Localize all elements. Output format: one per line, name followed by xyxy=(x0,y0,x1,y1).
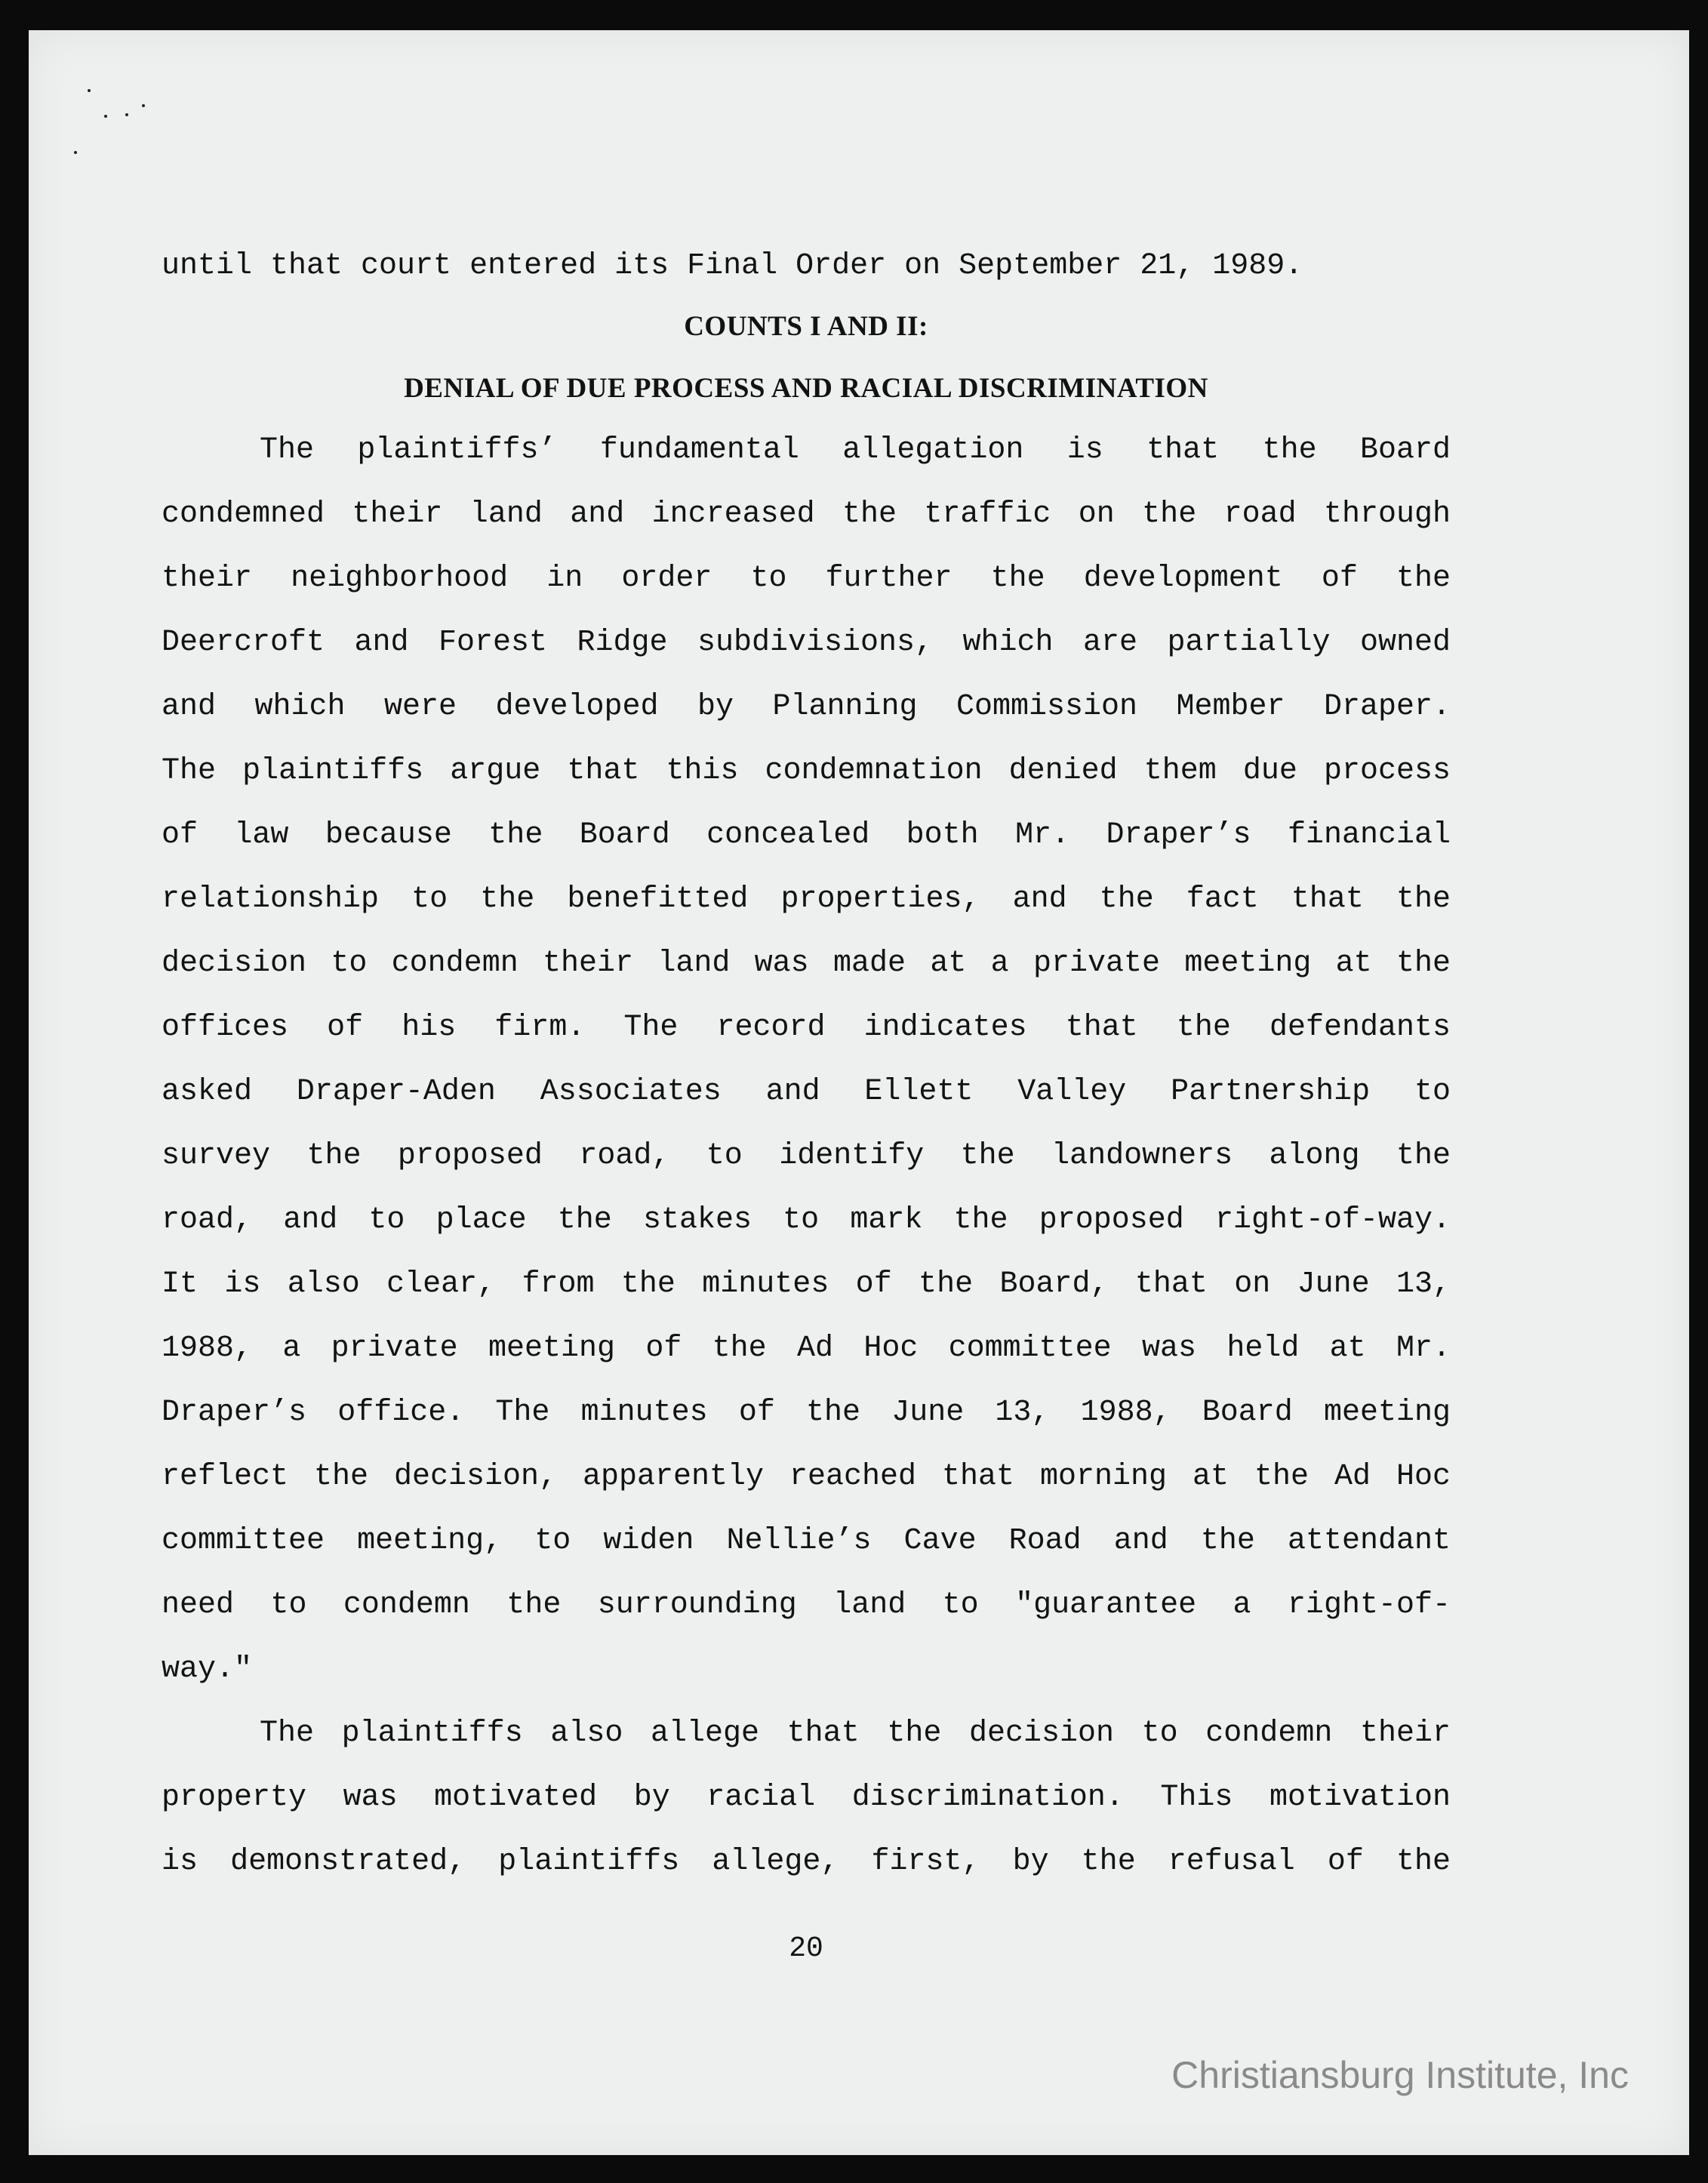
paragraph-line: offices of his firm. The record indicates that the defendants xyxy=(162,1011,1451,1045)
paragraph-line: road, and to place the stakes to mark the proposed right-of-way. xyxy=(162,1203,1451,1237)
heading-counts: COUNTS I AND II: xyxy=(684,311,928,342)
paragraph-line: their neighborhood in order to further the development of the xyxy=(162,562,1451,596)
paragraph-line: 1988, a private meeting of the Ad Hoc committee was held at Mr. xyxy=(162,1332,1451,1366)
body-text xyxy=(162,30,1451,2155)
scan-speck xyxy=(125,113,128,116)
paragraph-line: relationship to the benefitted properties, and the fact that the xyxy=(162,882,1451,916)
paragraph-line: Deercroft and Forest Ridge subdivisions, which are partially owned xyxy=(162,626,1451,660)
paragraph-line: property was motivated by racial discrimination. This motivation xyxy=(162,1781,1451,1815)
paragraph-line: survey the proposed road, to identify the landowners along the xyxy=(162,1139,1451,1173)
scan-speck xyxy=(74,151,77,154)
paragraph-line: is demonstrated, plaintiffs allege, first, by the refusal of the xyxy=(162,1845,1451,1879)
paragraph-line: Draper’s office. The minutes of the June 13, 1988, Board meeting xyxy=(162,1396,1451,1430)
paragraph-line: of law because the Board concealed both Mr. Draper’s financial xyxy=(162,818,1451,852)
document-page xyxy=(29,30,1689,2155)
paragraph-line: The plaintiffs argue that this condemnation denied them due process xyxy=(162,754,1451,788)
paragraph-line: committee meeting, to widen Nellie’s Cave Road and the attendant xyxy=(162,1524,1451,1558)
paragraph-line: way." xyxy=(162,1652,253,1686)
opening-line: until that court entered its Final Order on September 21, 1989. xyxy=(162,249,1303,283)
paragraph-line: The plaintiffs’ fundamental allegation is that the Board xyxy=(260,433,1451,467)
paragraph-line: need to condemn the surrounding land to "guarantee a right-of- xyxy=(162,1588,1451,1622)
paragraph-line: It is also clear, from the minutes of the Board, that on June 13, xyxy=(162,1267,1451,1301)
heading-denial: DENIAL OF DUE PROCESS AND RACIAL DISCRIMINATION xyxy=(404,373,1208,404)
paragraph-line: reflect the decision, apparently reached that morning at the Ad Hoc xyxy=(162,1460,1451,1494)
scan-speck xyxy=(142,104,145,107)
page-number: 20 xyxy=(789,1932,823,1965)
paragraph-line: decision to condemn their land was made at a private meeting at the xyxy=(162,947,1451,981)
scan-speck xyxy=(88,89,91,92)
paragraph-line: and which were developed by Planning Commission Member Draper. xyxy=(162,690,1451,724)
paragraph-line: The plaintiffs also allege that the decision to condemn their xyxy=(260,1717,1451,1750)
paragraph-line: asked Draper-Aden Associates and Ellett Valley Partnership to xyxy=(162,1075,1451,1109)
watermark: Christiansburg Institute, Inc xyxy=(1171,2054,1629,2096)
scan-speck xyxy=(104,115,107,118)
paragraph-line: condemned their land and increased the traffic on the road through xyxy=(162,497,1451,531)
